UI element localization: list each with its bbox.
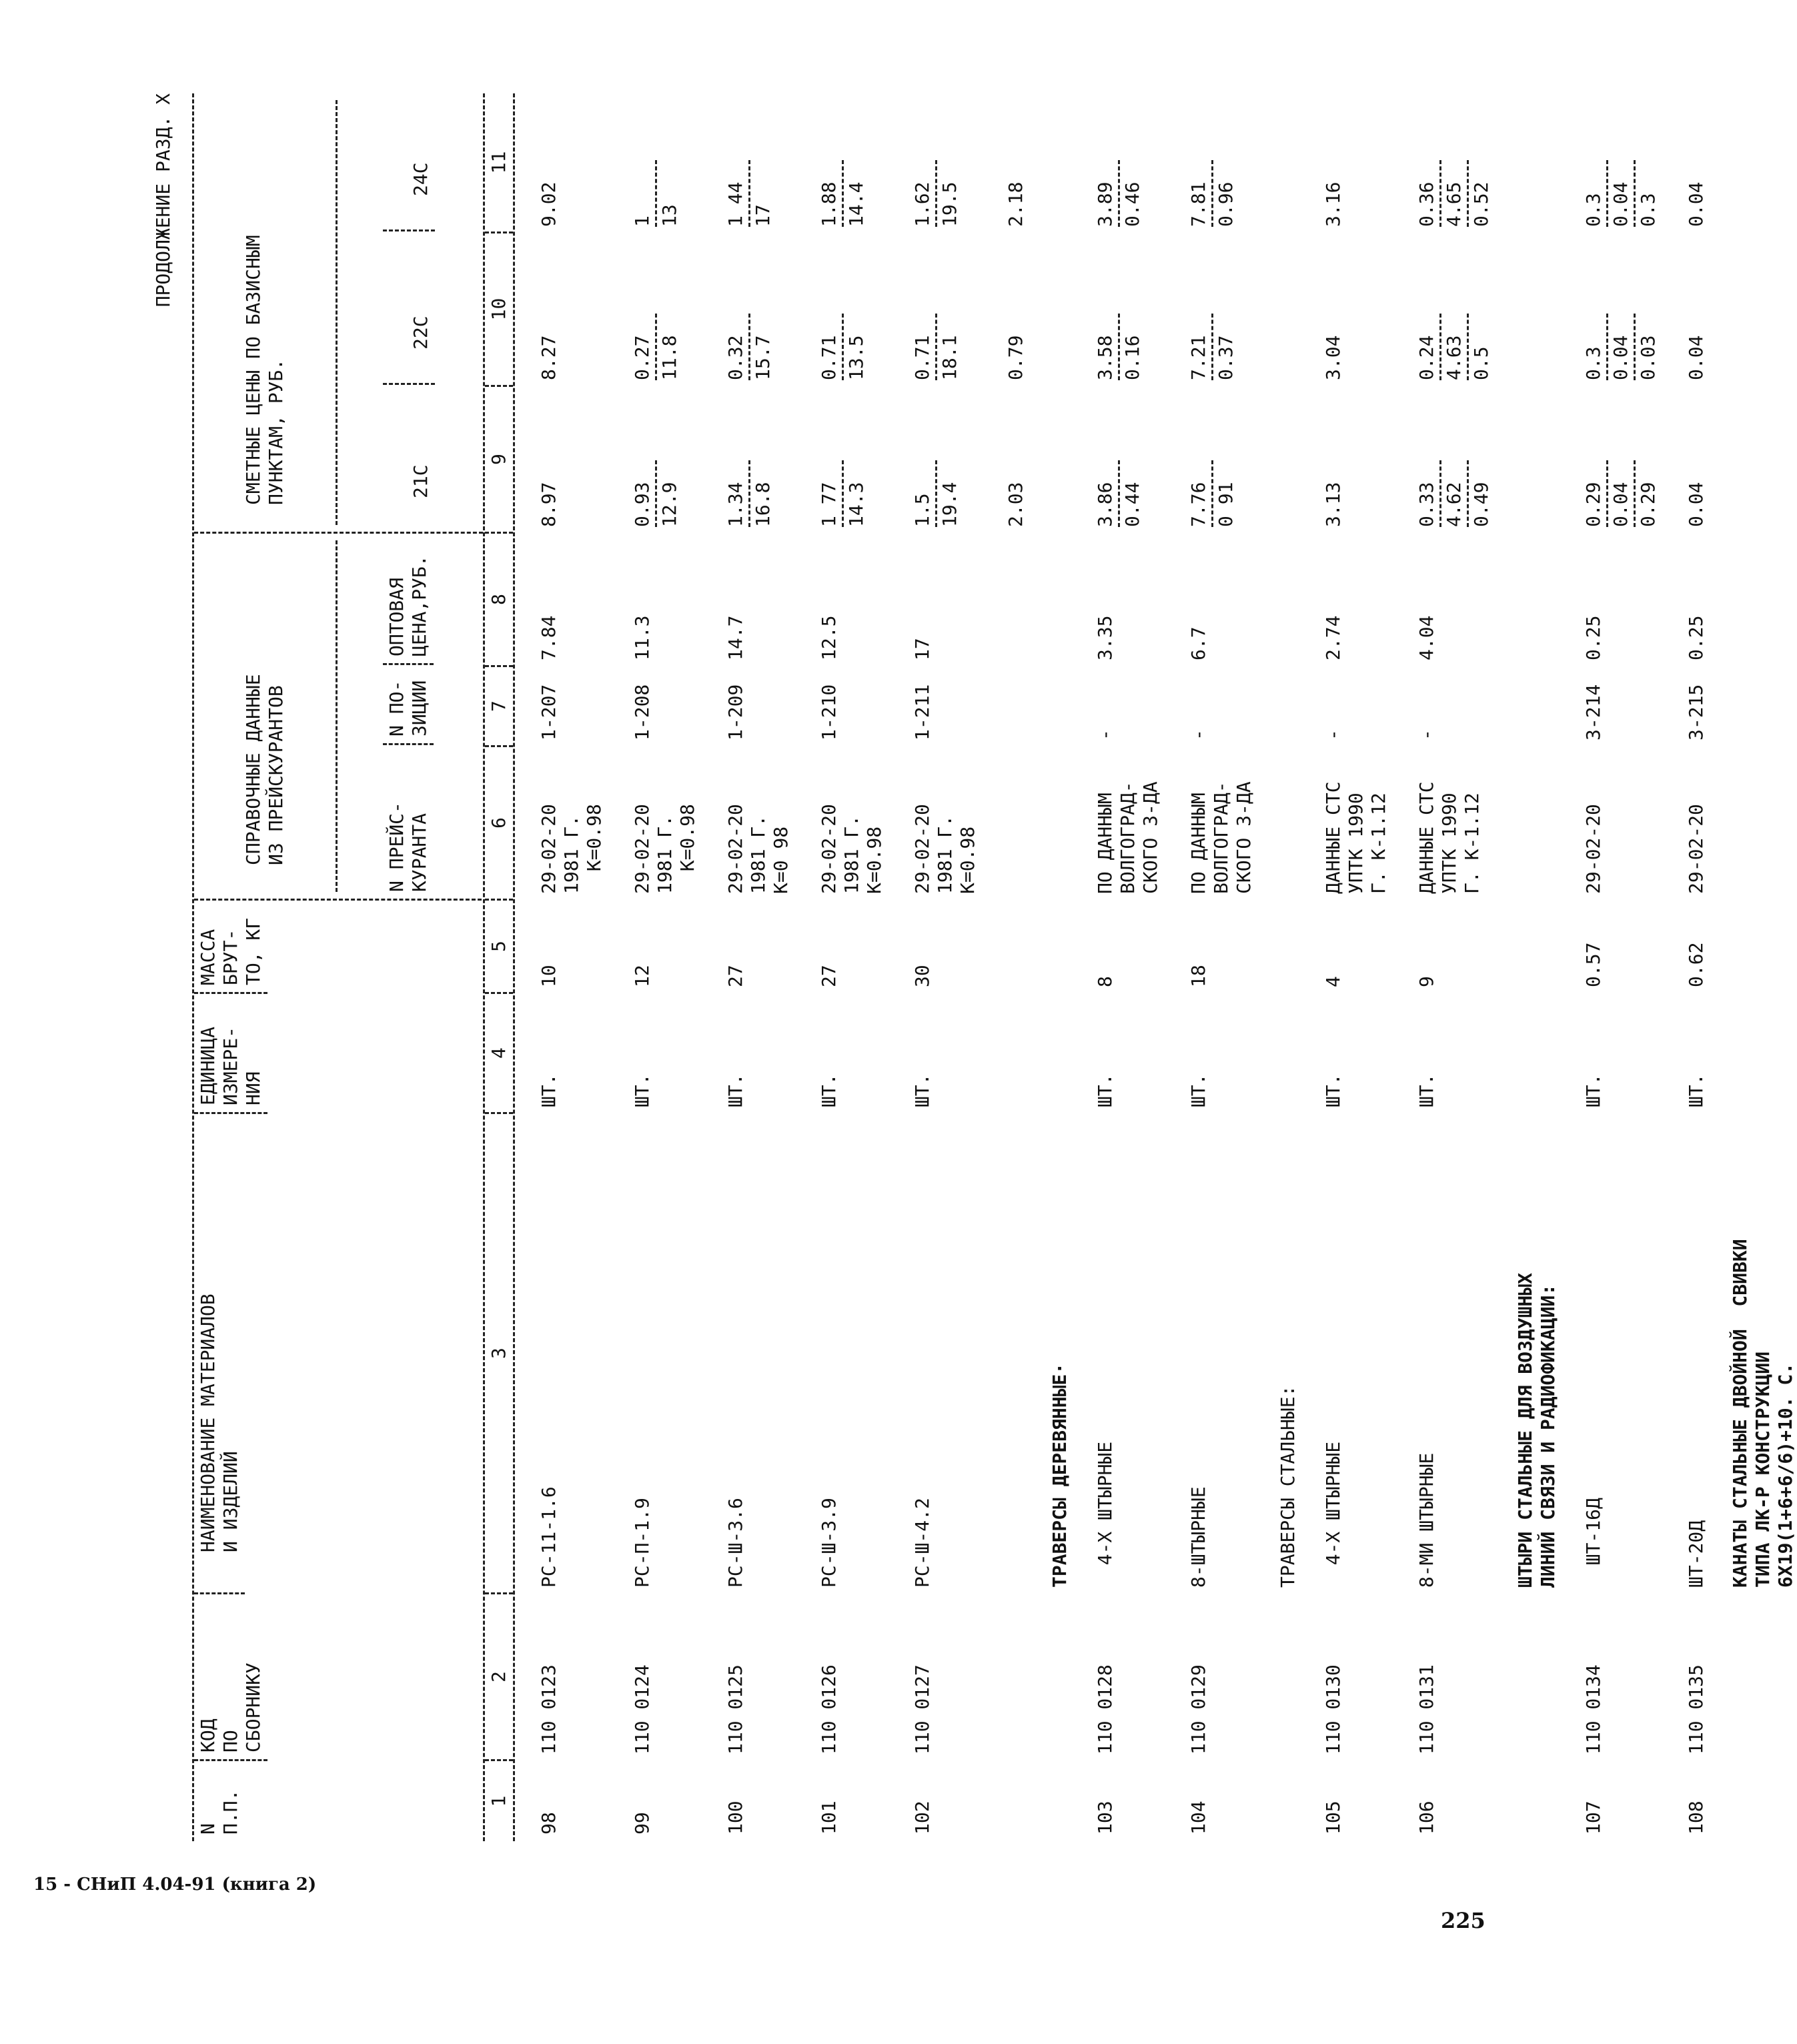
row-number: 98 <box>538 1812 560 1835</box>
row-position <box>1002 667 1007 747</box>
row-unit: ШТ. <box>1582 1073 1604 1107</box>
price-value: 0.04 <box>1685 335 1707 380</box>
row-wholesale: 4.04 <box>1415 615 1437 660</box>
row-price-21c <box>722 387 777 534</box>
fraction-bar <box>655 460 657 527</box>
row-price-21c <box>1682 387 1710 534</box>
row-name: РС-Ш-3.6 <box>724 1498 746 1588</box>
price-value: 7.21 <box>1187 335 1209 380</box>
price-value: 0.5 <box>1470 346 1492 380</box>
row-wholesale: 11.3 <box>631 615 653 660</box>
price-value: 1 44 <box>724 181 746 227</box>
table-row <box>1071 93 1165 1841</box>
row-position: 1-208 <box>631 684 653 740</box>
row-price-21c <box>815 387 870 534</box>
price-value: 0.24 <box>1415 335 1437 380</box>
row-price-list: 29-02-20 1981 Г. К=0 98 <box>724 804 792 894</box>
page-number: 225 <box>1441 1908 1485 1933</box>
price-value: 1.88 <box>818 181 840 227</box>
fraction-bar <box>935 314 937 380</box>
fraction-bar <box>1211 160 1213 227</box>
row-name: РС-П-1.9 <box>631 1498 653 1588</box>
row-mass: 9 <box>1415 976 1437 987</box>
fraction-bar <box>935 460 937 527</box>
price-value: 0.04 <box>1610 335 1632 380</box>
table-row <box>1393 93 1495 1841</box>
price-value: 0.52 <box>1470 181 1492 227</box>
table-row <box>608 93 702 1841</box>
price-value: 0.29 <box>1582 482 1604 527</box>
row-price-21c <box>1185 387 1240 534</box>
rotated-page <box>112 67 1796 1881</box>
price-value: 1 77 <box>818 482 840 527</box>
row-unit: ШТ. <box>538 1073 560 1107</box>
header-price-list: N ПРЕЙС- КУРАНТА <box>386 802 430 892</box>
row-position: 3-214 <box>1582 684 1604 740</box>
price-value: 0.16 <box>1121 335 1143 380</box>
fraction-bar <box>1634 460 1636 527</box>
column-number-7: 7 <box>485 667 513 747</box>
price-value: 0.04 <box>1685 482 1707 527</box>
price-value: 1.34 <box>724 482 746 527</box>
fraction-bar <box>1606 460 1608 527</box>
fraction-bar <box>1211 460 1213 527</box>
row-price-22c <box>628 233 684 387</box>
header-22c: 22С <box>383 231 435 385</box>
price-value: 4.63 <box>1443 335 1465 380</box>
table-row <box>982 93 1030 1841</box>
fraction-bar <box>1606 314 1608 380</box>
header-position: N ПО- ЗИЦИИ <box>383 665 434 745</box>
row-price-24c <box>535 93 563 233</box>
row-price-22c <box>1185 233 1240 387</box>
price-value: 13 <box>658 204 680 227</box>
row-position: 1-211 <box>911 684 933 740</box>
price-value: 0.46 <box>1121 181 1143 227</box>
row-price-22c <box>815 233 870 387</box>
price-value: 0.79 <box>1005 335 1027 380</box>
row-price-24c <box>1091 93 1147 233</box>
row-price-21c <box>628 387 684 534</box>
row-price-22c <box>1580 233 1662 387</box>
header-24c: 24С <box>383 91 435 231</box>
price-value: 1.5 <box>911 493 933 527</box>
price-value: 0.71 <box>818 335 840 380</box>
column-numbers <box>485 93 513 1841</box>
price-value: 11.8 <box>658 335 680 380</box>
header-reference <box>194 534 482 901</box>
column-number-1: 1 <box>488 1795 510 1807</box>
price-value: 1.62 <box>911 181 933 227</box>
row-wholesale <box>1002 534 1007 667</box>
price-value: 0.44 <box>1121 482 1143 527</box>
row-mass: 27 <box>818 965 840 987</box>
row-price-24c <box>1319 93 1347 233</box>
group-heading: ТРАВЕРСЫ ДЕРЕВЯННЫЕ· <box>1049 1362 1071 1588</box>
row-code: 110 0125 <box>724 1664 746 1754</box>
price-value: 0.96 <box>1215 181 1237 227</box>
price-value: 12.9 <box>658 482 680 527</box>
row-mass: 8 <box>1094 976 1116 987</box>
row-price-24c <box>909 93 964 233</box>
row-name: РС-Ш-4.2 <box>911 1498 933 1588</box>
table-row <box>1662 93 1710 1841</box>
row-position: - <box>1094 729 1116 740</box>
column-number-5: 5 <box>485 901 513 994</box>
row-number: 100 <box>724 1801 746 1835</box>
row-number: 99 <box>631 1812 653 1835</box>
fraction-bar <box>1467 314 1469 380</box>
row-price-list: 29-02-20 1981 Г. К=0.98 <box>818 804 885 894</box>
column-number-2: 2 <box>485 1594 513 1761</box>
price-value: 3.16 <box>1322 181 1344 227</box>
price-value: 4.62 <box>1443 482 1465 527</box>
row-price-22c <box>535 233 563 387</box>
row-wholesale: 17 <box>911 638 933 660</box>
row-price-21c <box>1002 387 1030 534</box>
row-price-list: 29-02-20 1981 Г. К=0.98 <box>911 804 979 894</box>
table-row <box>1165 93 1258 1841</box>
fraction-bar <box>1439 314 1441 380</box>
group-heading: ТРАВЕРСЫ СТАЛЬНЫЕ: <box>1277 1385 1299 1588</box>
row-price-22c <box>1319 233 1347 387</box>
price-value: 17 <box>752 204 774 227</box>
row-number: 101 <box>818 1801 840 1835</box>
price-value: 19.4 <box>939 482 961 527</box>
continuation-note: ПРОДОЛЖЕНИЕ РАЗД. X <box>152 93 174 308</box>
fraction-bar <box>842 460 844 527</box>
row-price-list: 29-02-20 <box>1685 804 1707 894</box>
row-price-24c <box>722 93 777 233</box>
column-number-9: 9 <box>485 387 513 534</box>
price-value: 1 <box>631 215 653 227</box>
row-number: 103 <box>1094 1801 1116 1835</box>
row-price-24c <box>815 93 870 233</box>
price-value: 0.71 <box>911 335 933 380</box>
price-value: 0 91 <box>1215 482 1237 527</box>
row-code: 110 0135 <box>1685 1664 1707 1754</box>
row-number: 104 <box>1187 1801 1209 1835</box>
row-price-21c <box>1091 387 1147 534</box>
fraction-bar <box>1467 460 1469 527</box>
row-code: 110 0127 <box>911 1664 933 1754</box>
row-price-list: ПО ДАННЫМ ВОЛГОГРАД- СКОГО З-ДА <box>1187 781 1255 894</box>
row-name: 8-ШТЫРНЫЕ <box>1187 1486 1209 1588</box>
price-value: 8.27 <box>538 335 560 380</box>
fraction-bar <box>748 460 750 527</box>
row-number: 105 <box>1322 1801 1344 1835</box>
price-value: 2.03 <box>1005 482 1027 527</box>
price-value: 14.4 <box>845 181 867 227</box>
row-unit: ШТ. <box>631 1073 653 1107</box>
price-value: 0.32 <box>724 335 746 380</box>
row-number: 102 <box>911 1801 933 1835</box>
table-row <box>1299 93 1393 1841</box>
header-unit: ЕДИНИЦА ИЗМЕРЕ- НИЯ <box>194 994 267 1114</box>
row-unit: ШТ. <box>911 1073 933 1107</box>
row-name: ШТ-16Д <box>1582 1498 1604 1588</box>
row-position: 1-209 <box>724 684 746 740</box>
price-value: 0.04 <box>1610 482 1632 527</box>
row-price-22c <box>1682 233 1710 387</box>
row-code: 110 0131 <box>1415 1664 1437 1754</box>
footer-source: 15 - СНиП 4.04-91 (книга 2) <box>33 1875 317 1895</box>
fraction-bar <box>1634 160 1636 227</box>
price-value: 16.8 <box>752 482 774 527</box>
row-mass: 10 <box>538 965 560 987</box>
price-value: 18.1 <box>939 335 961 380</box>
fraction-bar <box>1467 160 1469 227</box>
fraction-bar <box>935 160 937 227</box>
price-value: 8.97 <box>538 482 560 527</box>
row-price-21c <box>1413 387 1495 534</box>
table-row <box>515 93 608 1841</box>
row-price-22c <box>1002 233 1030 387</box>
price-value: 7.81 <box>1187 181 1209 227</box>
price-value: 9.02 <box>538 181 560 227</box>
price-value: 0.33 <box>1415 482 1437 527</box>
price-value: 7.76 <box>1187 482 1209 527</box>
row-code: 110 0128 <box>1094 1664 1116 1754</box>
row-mass: 18 <box>1187 965 1209 987</box>
fraction-bar <box>1118 460 1120 527</box>
fraction-bar <box>655 314 657 380</box>
row-mass: 0.62 <box>1685 942 1707 987</box>
price-value: 0.3 <box>1637 193 1659 227</box>
row-mass: 0.57 <box>1582 942 1604 987</box>
row-mass: 12 <box>631 965 653 987</box>
row-wholesale: 12.5 <box>818 615 840 660</box>
price-value: 0.37 <box>1215 335 1237 380</box>
header-code: КОД ПО СБОРНИКУ <box>194 1594 267 1761</box>
header-mass: МАССА БРУТ- ТО, КГ <box>194 901 267 994</box>
row-name: РС-Ш-3.9 <box>818 1498 840 1588</box>
table-body <box>515 93 1797 1841</box>
row-code: 110 0124 <box>631 1664 653 1754</box>
price-value: 0.3 <box>1582 193 1604 227</box>
column-number-4: 4 <box>485 994 513 1114</box>
price-value: 13.5 <box>845 335 867 380</box>
row-position: 3-215 <box>1685 684 1707 740</box>
group-heading: КАНАТЫ СТАЛЬНЫЕ ДВОЙНОЙ СВИВКИ ТИПА ЛК-Р КОНСТРУКЦИИ 6Х19(1+6+6/6)+10. С. <box>1729 1239 1796 1588</box>
fraction-bar <box>1439 160 1441 227</box>
row-unit: ШТ. <box>818 1073 840 1107</box>
price-value: 0.04 <box>1685 181 1707 227</box>
row-price-24c <box>628 93 684 233</box>
row-price-list: 29-02-20 <box>1582 804 1604 894</box>
row-number <box>1002 1761 1007 1841</box>
row-name: 4-Х ШТЫРНЫЕ <box>1094 1441 1116 1588</box>
table-row <box>1560 93 1662 1841</box>
row-number: 107 <box>1582 1801 1604 1835</box>
price-value: 0.04 <box>1610 181 1632 227</box>
price-value: 14.3 <box>845 482 867 527</box>
row-name: 8-МИ ШТЫРНЫЕ <box>1415 1452 1437 1588</box>
row-code: 110 0123 <box>538 1664 560 1754</box>
price-value: 15.7 <box>752 335 774 380</box>
row-mass: 4 <box>1322 976 1344 987</box>
row-name: 4-Х ШТЫРНЫЕ <box>1322 1441 1344 1588</box>
header-n: N П.П. <box>197 1789 241 1835</box>
row-wholesale: 2.74 <box>1322 615 1344 660</box>
price-value: 0.27 <box>631 335 653 380</box>
table-row <box>888 93 982 1841</box>
price-value: 19.5 <box>939 181 961 227</box>
row-price-21c <box>535 387 563 534</box>
table-row <box>702 93 795 1841</box>
fraction-bar <box>1439 460 1441 527</box>
price-value: 3.86 <box>1094 482 1116 527</box>
price-value: 3.58 <box>1094 335 1116 380</box>
row-unit: ШТ. <box>1322 1073 1344 1107</box>
row-price-list <box>1002 747 1007 901</box>
row-position: 1-210 <box>818 684 840 740</box>
fraction-bar <box>1211 314 1213 380</box>
table-row <box>795 93 888 1841</box>
row-name <box>1002 1114 1007 1594</box>
row-wholesale: 6.7 <box>1187 626 1209 660</box>
price-value: 0.93 <box>631 482 653 527</box>
column-number-11: 11 <box>485 93 513 233</box>
row-price-22c <box>722 233 777 387</box>
row-code <box>1002 1594 1007 1761</box>
column-number-3: 3 <box>485 1114 513 1594</box>
fraction-bar <box>1634 314 1636 380</box>
fraction-bar <box>1118 160 1120 227</box>
column-number-8: 8 <box>485 534 513 667</box>
row-price-24c <box>1002 93 1030 233</box>
price-value: 3.04 <box>1322 335 1344 380</box>
row-price-list: ДАННЫЕ СТС УПТК 1990 Г. К-1.12 <box>1415 781 1483 894</box>
fraction-bar <box>1118 314 1120 380</box>
row-unit <box>1002 994 1007 1114</box>
row-unit: ШТ. <box>1187 1073 1209 1107</box>
row-price-list: ДАННЫЕ СТС УПТК 1990 Г. К-1.12 <box>1322 781 1389 894</box>
price-value: 3.89 <box>1094 181 1116 227</box>
row-price-22c <box>1091 233 1147 387</box>
header-prices-title: СМЕТНЫЕ ЦЕНЫ ПО БАЗИСНЫМ ПУНКТАМ, РУБ. <box>242 235 287 505</box>
row-mass: 27 <box>724 965 746 987</box>
fraction-bar <box>842 160 844 227</box>
row-mass <box>1002 901 1007 994</box>
row-position: - <box>1322 729 1344 740</box>
row-code: 110 0134 <box>1582 1664 1604 1754</box>
row-price-21c <box>1580 387 1662 534</box>
row-number: 106 <box>1415 1801 1437 1835</box>
row-price-list: 29-02-20 1981 Г. К=0.98 <box>538 804 605 894</box>
price-value: 3.13 <box>1322 482 1344 527</box>
fraction-bar <box>655 160 657 227</box>
row-price-24c <box>1682 93 1710 233</box>
row-unit: ШТ. <box>724 1073 746 1107</box>
price-value: 0.03 <box>1637 335 1659 380</box>
row-price-21c <box>909 387 964 534</box>
row-wholesale: 0.25 <box>1582 615 1604 660</box>
row-name: ШТ-20Д <box>1685 1520 1707 1588</box>
row-price-24c <box>1413 93 1495 233</box>
row-price-22c <box>1413 233 1495 387</box>
row-wholesale: 7.84 <box>538 615 560 660</box>
row-price-24c <box>1580 93 1662 233</box>
row-price-22c <box>909 233 964 387</box>
group-heading: ШТЫРИ СТАЛЬНЫЕ ДЛЯ ВОЗДУШНЫХ ЛИНИЙ СВЯЗИ И РАДИОФИКАЦИИ: <box>1514 1272 1559 1588</box>
header-reference-title: СПРАВОЧНЫЕ ДАННЫЕ ИЗ ПРЕЙСКУРАНТОВ <box>242 674 287 865</box>
fraction-bar <box>748 160 750 227</box>
row-name: РС-11-1.6 <box>538 1486 560 1588</box>
row-code: 110 0129 <box>1187 1664 1209 1754</box>
row-price-list: 29-02-20 1981 Г. К=0.98 <box>631 804 698 894</box>
price-value: 0.29 <box>1637 482 1659 527</box>
row-unit: ШТ. <box>1685 1073 1707 1107</box>
price-value: 0.3 <box>1582 346 1604 380</box>
row-number: 108 <box>1685 1801 1707 1835</box>
row-wholesale: 0.25 <box>1685 615 1707 660</box>
header-21c: 21С <box>410 464 432 498</box>
price-table <box>192 93 1797 1841</box>
price-value: 2.18 <box>1005 181 1027 227</box>
row-unit: ШТ. <box>1094 1073 1116 1107</box>
row-position: - <box>1187 729 1209 740</box>
price-value: 4.65 <box>1443 181 1465 227</box>
row-unit: ШТ. <box>1415 1073 1437 1107</box>
row-wholesale: 3.35 <box>1094 615 1116 660</box>
row-code: 110 0130 <box>1322 1664 1344 1754</box>
header-wholesale: ОПТОВАЯ ЦЕНА,РУБ. <box>383 532 434 665</box>
column-number-6: 6 <box>485 747 513 901</box>
row-wholesale: 14.7 <box>724 615 746 660</box>
row-position: 1-207 <box>538 684 560 740</box>
row-price-list: ПО ДАННЫМ ВОЛГОГРАД- СКОГО З-ДА <box>1094 781 1161 894</box>
price-value: 0.36 <box>1415 181 1437 227</box>
fraction-bar <box>748 314 750 380</box>
row-position: - <box>1415 729 1437 740</box>
header-name: НАИМЕНОВАНИЕ МАТЕРИАЛОВ И ИЗДЕЛИЙ <box>194 1114 245 1594</box>
row-code: 110 0126 <box>818 1664 840 1754</box>
table-header <box>194 93 483 1841</box>
price-value: 0.49 <box>1470 482 1492 527</box>
row-mass: 30 <box>911 965 933 987</box>
row-price-24c <box>1185 93 1240 233</box>
fraction-bar <box>1606 160 1608 227</box>
row-price-21c <box>1319 387 1347 534</box>
header-prices <box>194 93 483 534</box>
column-number-10: 10 <box>485 233 513 387</box>
fraction-bar <box>842 314 844 380</box>
